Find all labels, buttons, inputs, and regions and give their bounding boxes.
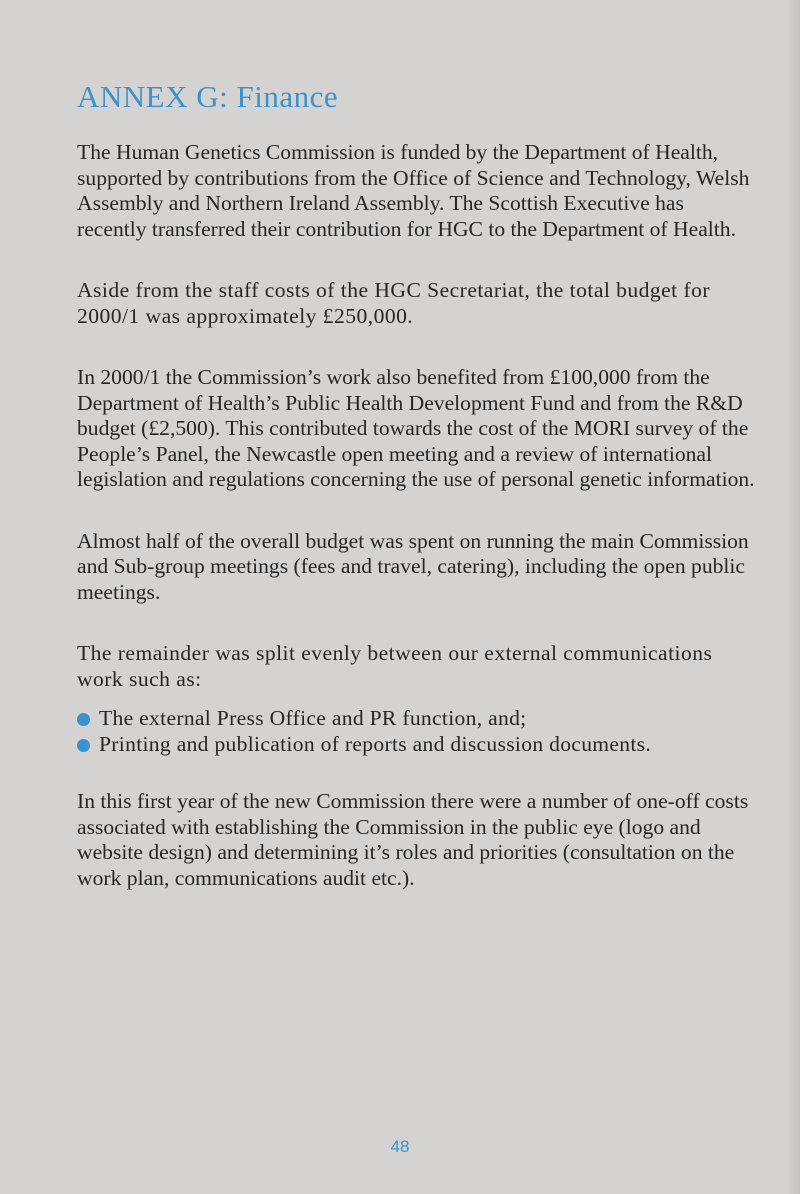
bullet-dot-icon bbox=[77, 713, 90, 726]
bullet-dot-icon bbox=[77, 739, 90, 752]
list-item-text: The external Press Office and PR function, and; bbox=[99, 706, 527, 730]
page-number: 48 bbox=[390, 1137, 410, 1156]
list-item bbox=[77, 732, 756, 758]
paragraph-remainder: The remainder was split evenly between our external communications work such as: bbox=[77, 641, 713, 691]
paragraph-total-budget: Aside from the staff costs of the HGC Secretariat, the total budget for 2000/1 was approximately £250,000. bbox=[77, 278, 711, 328]
page-edge-shadow bbox=[786, 0, 800, 1194]
paragraph-meetings-spend: Almost half of the overall budget was spent on running the main Commission and Sub-group meetings (fees and travel, catering), including the open public meetings. bbox=[77, 528, 749, 604]
section-title: Finance bbox=[236, 79, 339, 114]
page-title bbox=[77, 78, 756, 116]
paragraph-funding-sources: The Human Genetics Commission is funded by the Department of Health, supported by contributions from the Office of Science and Technology, Welsh Assembly and Northern Ireland Assembly. The Scottish Executive has recently transferred their contribution for HGC to the Department of Health. bbox=[77, 140, 750, 241]
bullet-list bbox=[77, 706, 756, 757]
annex-label: ANNEX G: bbox=[77, 79, 229, 114]
paragraph-one-off-costs: In this first year of the new Commission there were a number of one-off costs associated with establishing the Commission in the public eye (logo and website design) and determining it’s roles and priorities (consultation on the work plan, communications audit etc.). bbox=[77, 789, 749, 890]
list-item-text: Printing and publication of reports and discussion documents. bbox=[99, 731, 652, 756]
list-item bbox=[77, 706, 756, 732]
paragraph-additional-funding: In 2000/1 the Commission’s work also benefited from £100,000 from the Department of Health’s Public Health Development Fund and from the R&D budget (£2,500). This contributed towards the cost of the MORI survey of the People’s Panel, the Newcastle open meeting and a review of international legislation and regulations concerning the use of personal genetic information. bbox=[77, 365, 755, 491]
